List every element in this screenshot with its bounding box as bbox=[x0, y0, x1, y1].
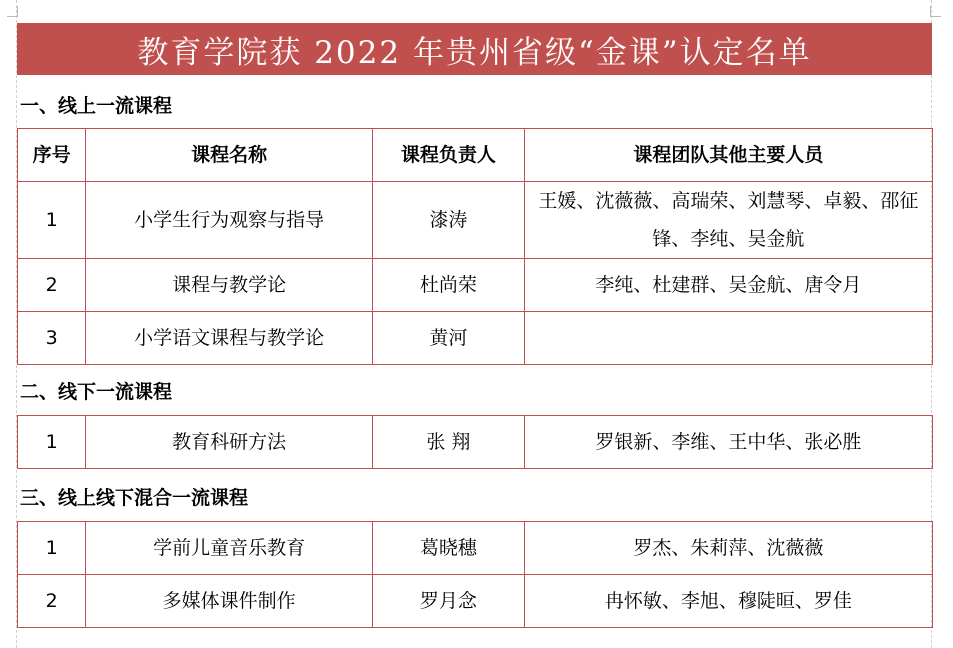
header-course-name: 课程名称 bbox=[86, 129, 373, 182]
table-blended-courses bbox=[17, 521, 933, 628]
section-heading-online: 一、线上一流课程 bbox=[20, 95, 173, 117]
row-course-name: 教育科研方法 bbox=[86, 416, 373, 469]
row-team: 王媛、沈薇薇、高瑞荣、刘慧琴、卓毅、邵征锋、李纯、吴金航 bbox=[524, 182, 932, 259]
table-row bbox=[18, 259, 933, 312]
row-no: 2 bbox=[18, 259, 86, 312]
row-team: 李纯、杜建群、吴金航、唐令月 bbox=[524, 259, 932, 312]
document-title: 教育学院获 2022 年贵州省级“金课”认定名单 bbox=[17, 23, 932, 75]
table-row bbox=[18, 575, 933, 628]
page-corner-mark-right bbox=[930, 6, 941, 17]
header-course-lead: 课程负责人 bbox=[373, 129, 524, 182]
header-no: 序号 bbox=[18, 129, 86, 182]
row-team: 罗杰、朱莉萍、沈薇薇 bbox=[524, 522, 932, 575]
table-offline-courses bbox=[17, 415, 933, 469]
table-row bbox=[18, 182, 933, 259]
row-course-name: 学前儿童音乐教育 bbox=[86, 522, 373, 575]
row-no: 2 bbox=[18, 575, 86, 628]
row-team: 冉怀敏、李旭、穆陡晅、罗佳 bbox=[524, 575, 932, 628]
row-course-name: 课程与教学论 bbox=[86, 259, 373, 312]
table-online-courses bbox=[17, 128, 933, 365]
section-heading-blended: 三、线上线下混合一流课程 bbox=[20, 487, 249, 509]
table-row bbox=[18, 522, 933, 575]
row-no: 3 bbox=[18, 312, 86, 365]
page-corner-mark-left bbox=[7, 6, 18, 17]
row-course-name: 多媒体课件制作 bbox=[86, 575, 373, 628]
row-course-lead: 张 翔 bbox=[373, 416, 524, 469]
row-course-lead: 葛晓穗 bbox=[373, 522, 524, 575]
row-no: 1 bbox=[18, 522, 86, 575]
row-team: 罗银新、李维、王中华、张必胜 bbox=[524, 416, 932, 469]
table-row bbox=[18, 312, 933, 365]
row-course-lead: 漆涛 bbox=[373, 182, 524, 259]
table-row bbox=[18, 416, 933, 469]
row-no: 1 bbox=[18, 416, 86, 469]
row-course-lead: 黄河 bbox=[373, 312, 524, 365]
row-course-name: 小学语文课程与教学论 bbox=[86, 312, 373, 365]
row-course-lead: 杜尚荣 bbox=[373, 259, 524, 312]
header-team: 课程团队其他主要人员 bbox=[524, 129, 932, 182]
section-heading-offline: 二、线下一流课程 bbox=[20, 381, 173, 403]
row-course-lead: 罗月念 bbox=[373, 575, 524, 628]
row-course-name: 小学生行为观察与指导 bbox=[86, 182, 373, 259]
row-no: 1 bbox=[18, 182, 86, 259]
row-team bbox=[524, 312, 932, 365]
table-header-row bbox=[18, 129, 933, 182]
